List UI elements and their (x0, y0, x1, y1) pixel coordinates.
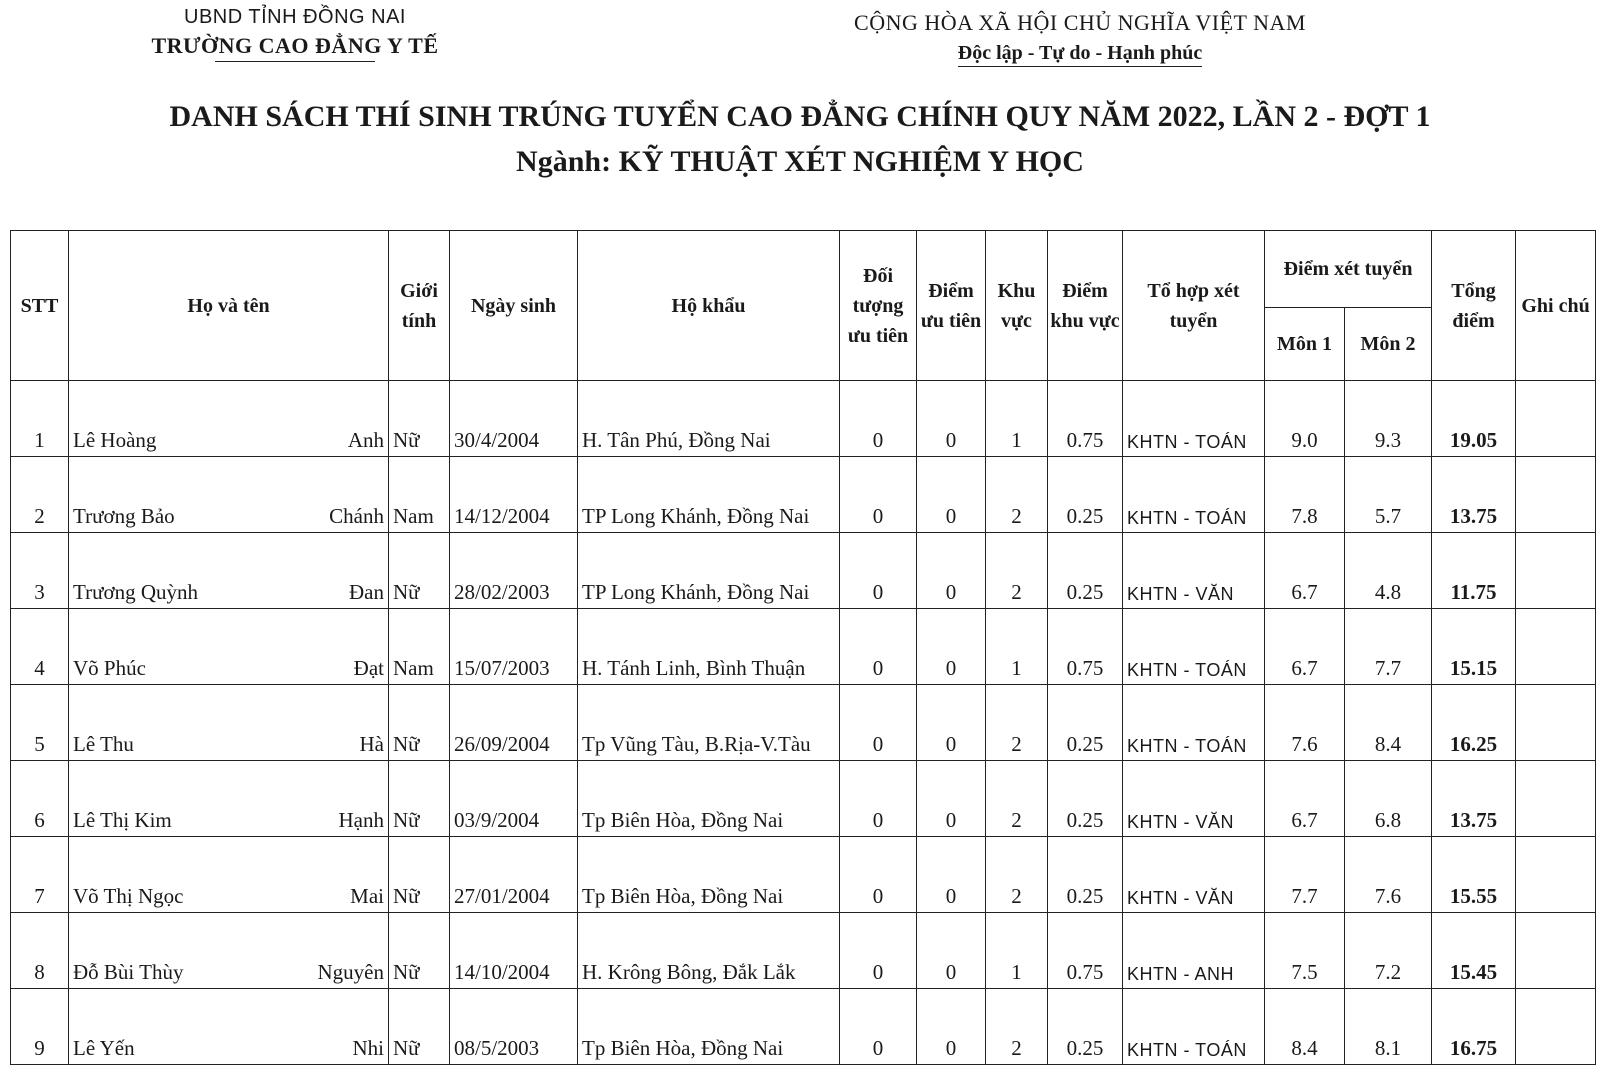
cell-stt: 9 (11, 989, 69, 1065)
cell-gender: Nam (389, 609, 450, 685)
cell-note (1516, 609, 1596, 685)
cell-subject2: 8.1 (1345, 989, 1432, 1065)
cell-stt: 3 (11, 533, 69, 609)
cell-gender: Nữ (389, 685, 450, 761)
cell-stt: 5 (11, 685, 69, 761)
cell-subject1: 7.8 (1265, 457, 1345, 533)
cell-region: 2 (986, 761, 1048, 837)
table-row (11, 989, 1596, 1065)
cell-combo: KHTN - VĂN (1123, 533, 1265, 609)
table-row (11, 381, 1596, 457)
cell-name (69, 533, 389, 609)
cell-hometown: TP Long Khánh, Đồng Nai (578, 533, 840, 609)
cell-given-name: Hạnh (338, 808, 384, 832)
cell-stt: 8 (11, 913, 69, 989)
cell-subject2: 7.7 (1345, 609, 1432, 685)
cell-gender: Nữ (389, 533, 450, 609)
cell-hometown: H. Tân Phú, Đồng Nai (578, 381, 840, 457)
col-header-region-score: Điểm khu vực (1048, 231, 1123, 381)
cell-subject2: 7.6 (1345, 837, 1432, 913)
cell-gender: Nam (389, 457, 450, 533)
cell-gender: Nữ (389, 913, 450, 989)
table-row (11, 609, 1596, 685)
cell-hometown: Tp Biên Hòa, Đồng Nai (578, 989, 840, 1065)
cell-subject2: 9.3 (1345, 381, 1432, 457)
national-motto-block (830, 10, 1330, 67)
cell-total: 16.75 (1432, 989, 1516, 1065)
cell-region: 2 (986, 533, 1048, 609)
cell-dob: 14/12/2004 (450, 457, 578, 533)
cell-priority-group: 0 (840, 381, 917, 457)
cell-priority-score: 0 (917, 609, 986, 685)
cell-given-name: Hà (359, 732, 384, 756)
cell-priority-group: 0 (840, 837, 917, 913)
col-header-admission-score: Điểm xét tuyển (1265, 231, 1432, 308)
cell-total: 15.15 (1432, 609, 1516, 685)
cell-name (69, 457, 389, 533)
cell-region: 2 (986, 685, 1048, 761)
cell-total: 11.75 (1432, 533, 1516, 609)
col-header-priority-group: Đối tượng ưu tiên (840, 231, 917, 381)
cell-surname: Võ Thị Ngọc (73, 884, 184, 908)
cell-dob: 27/01/2004 (450, 837, 578, 913)
issuer-block (130, 6, 460, 62)
table-row (11, 761, 1596, 837)
cell-dob: 15/07/2003 (450, 609, 578, 685)
cell-stt: 1 (11, 381, 69, 457)
cell-region-score: 0.25 (1048, 989, 1123, 1065)
cell-combo: KHTN - TOÁN (1123, 685, 1265, 761)
cell-priority-group: 0 (840, 533, 917, 609)
cell-subject1: 6.7 (1265, 761, 1345, 837)
cell-given-name: Anh (347, 428, 384, 452)
cell-priority-group: 0 (840, 913, 917, 989)
cell-region-score: 0.25 (1048, 761, 1123, 837)
cell-given-name: Nguyên (317, 960, 384, 984)
cell-surname: Trương Quỳnh (73, 580, 198, 604)
national-name: CỘNG HÒA XÃ HỘI CHỦ NGHĨA VIỆT NAM (854, 10, 1306, 35)
cell-name (69, 685, 389, 761)
cell-surname: Đỗ Bùi Thùy (73, 960, 184, 984)
cell-note (1516, 913, 1596, 989)
cell-note (1516, 761, 1596, 837)
cell-combo: KHTN - TOÁN (1123, 381, 1265, 457)
cell-subject2: 4.8 (1345, 533, 1432, 609)
cell-name (69, 989, 389, 1065)
col-header-total: Tổng điểm (1432, 231, 1516, 381)
cell-name (69, 761, 389, 837)
cell-priority-score: 0 (917, 913, 986, 989)
cell-subject1: 6.7 (1265, 609, 1345, 685)
cell-region-score: 0.25 (1048, 533, 1123, 609)
cell-priority-group: 0 (840, 457, 917, 533)
cell-priority-score: 0 (917, 685, 986, 761)
cell-region: 2 (986, 989, 1048, 1065)
cell-priority-score: 0 (917, 381, 986, 457)
cell-region: 1 (986, 913, 1048, 989)
cell-dob: 08/5/2003 (450, 989, 578, 1065)
cell-gender: Nữ (389, 381, 450, 457)
cell-priority-score: 0 (917, 533, 986, 609)
cell-note (1516, 837, 1596, 913)
admission-table (10, 230, 1596, 1065)
cell-combo: KHTN - TOÁN (1123, 989, 1265, 1065)
cell-name (69, 837, 389, 913)
cell-combo: KHTN - TOÁN (1123, 457, 1265, 533)
issuer-authority: UBND TỈNH ĐỒNG NAI (184, 6, 406, 28)
cell-dob: 28/02/2003 (450, 533, 578, 609)
col-header-hometown: Hộ khẩu (578, 231, 840, 381)
col-header-name: Họ và tên (69, 231, 389, 381)
cell-given-name: Đan (349, 580, 384, 604)
cell-region-score: 0.25 (1048, 685, 1123, 761)
cell-priority-score: 0 (917, 761, 986, 837)
cell-gender: Nữ (389, 761, 450, 837)
table-row (11, 457, 1596, 533)
cell-combo: KHTN - VĂN (1123, 761, 1265, 837)
cell-dob: 30/4/2004 (450, 381, 578, 457)
cell-total: 15.55 (1432, 837, 1516, 913)
cell-given-name: Chánh (329, 504, 384, 528)
cell-region: 1 (986, 381, 1048, 457)
cell-priority-score: 0 (917, 989, 986, 1065)
cell-hometown: TP Long Khánh, Đồng Nai (578, 457, 840, 533)
cell-subject2: 6.8 (1345, 761, 1432, 837)
cell-gender: Nữ (389, 837, 450, 913)
cell-stt: 4 (11, 609, 69, 685)
cell-surname: Lê Yến (73, 1036, 135, 1060)
table-row (11, 533, 1596, 609)
cell-priority-score: 0 (917, 457, 986, 533)
cell-name (69, 913, 389, 989)
cell-region-score: 0.25 (1048, 837, 1123, 913)
cell-region: 1 (986, 609, 1048, 685)
cell-subject2: 8.4 (1345, 685, 1432, 761)
cell-surname: Lê Thị Kim (73, 808, 172, 832)
cell-note (1516, 533, 1596, 609)
cell-total: 19.05 (1432, 381, 1516, 457)
cell-hometown: H. Tánh Linh, Bình Thuận (578, 609, 840, 685)
cell-region-score: 0.25 (1048, 457, 1123, 533)
table-row (11, 913, 1596, 989)
cell-given-name: Mai (350, 884, 384, 908)
cell-surname: Trương Bảo (73, 504, 175, 528)
cell-name (69, 609, 389, 685)
table-row (11, 685, 1596, 761)
table-header-row (11, 231, 1596, 308)
cell-note (1516, 989, 1596, 1065)
cell-region: 2 (986, 457, 1048, 533)
cell-priority-group: 0 (840, 685, 917, 761)
cell-total: 15.45 (1432, 913, 1516, 989)
document-subtitle: Ngành: KỸ THUẬT XÉT NGHIỆM Y HỌC (516, 145, 1084, 178)
cell-total: 13.75 (1432, 457, 1516, 533)
cell-priority-score: 0 (917, 837, 986, 913)
col-header-region: Khu vực (986, 231, 1048, 381)
cell-stt: 7 (11, 837, 69, 913)
cell-name (69, 381, 389, 457)
cell-note (1516, 381, 1596, 457)
cell-total: 16.25 (1432, 685, 1516, 761)
cell-subject2: 7.2 (1345, 913, 1432, 989)
cell-hometown: Tp Biên Hòa, Đồng Nai (578, 837, 840, 913)
cell-priority-group: 0 (840, 609, 917, 685)
table-row (11, 837, 1596, 913)
col-header-dob: Ngày sinh (450, 231, 578, 381)
cell-given-name: Nhi (352, 1036, 384, 1060)
cell-subject1: 9.0 (1265, 381, 1345, 457)
cell-note (1516, 457, 1596, 533)
col-header-subject1: Môn 1 (1265, 308, 1345, 381)
col-header-combo: Tổ hợp xét tuyển (1123, 231, 1265, 381)
cell-subject2: 5.7 (1345, 457, 1432, 533)
cell-priority-group: 0 (840, 761, 917, 837)
issuer-underline (215, 61, 375, 62)
cell-stt: 2 (11, 457, 69, 533)
cell-surname: Lê Hoàng (73, 428, 157, 452)
cell-subject1: 8.4 (1265, 989, 1345, 1065)
cell-region-score: 0.75 (1048, 609, 1123, 685)
cell-region-score: 0.75 (1048, 381, 1123, 457)
table-body (11, 381, 1596, 1065)
cell-region-score: 0.75 (1048, 913, 1123, 989)
cell-hometown: Tp Vũng Tàu, B.Rịa-V.Tàu (578, 685, 840, 761)
cell-hometown: H. Krông Bông, Đắk Lắk (578, 913, 840, 989)
col-header-priority-score: Điểm ưu tiên (917, 231, 986, 381)
cell-priority-group: 0 (840, 989, 917, 1065)
cell-combo: KHTN - ANH (1123, 913, 1265, 989)
cell-total: 13.75 (1432, 761, 1516, 837)
cell-subject1: 6.7 (1265, 533, 1345, 609)
cell-subject1: 7.7 (1265, 837, 1345, 913)
col-header-stt: STT (11, 231, 69, 381)
cell-note (1516, 685, 1596, 761)
cell-combo: KHTN - TOÁN (1123, 609, 1265, 685)
col-header-subject2: Môn 2 (1345, 308, 1432, 381)
cell-stt: 6 (11, 761, 69, 837)
cell-surname: Võ Phúc (73, 656, 146, 680)
document-title: DANH SÁCH THÍ SINH TRÚNG TUYỂN CAO ĐẲNG CHÍNH QUY NĂM 2022, LẦN 2 - ĐỢT 1 (169, 100, 1431, 133)
cell-gender: Nữ (389, 989, 450, 1065)
national-motto: Độc lập - Tự do - Hạnh phúc (958, 42, 1202, 67)
cell-surname: Lê Thu (73, 732, 134, 756)
col-header-note: Ghi chú (1516, 231, 1596, 381)
cell-dob: 26/09/2004 (450, 685, 578, 761)
cell-given-name: Đạt (353, 656, 384, 680)
cell-region: 2 (986, 837, 1048, 913)
cell-subject1: 7.5 (1265, 913, 1345, 989)
cell-combo: KHTN - VĂN (1123, 837, 1265, 913)
cell-subject1: 7.6 (1265, 685, 1345, 761)
cell-dob: 03/9/2004 (450, 761, 578, 837)
col-header-gender: Giới tính (389, 231, 450, 381)
cell-dob: 14/10/2004 (450, 913, 578, 989)
issuer-school: TRƯỜNG CAO ĐẲNG Y TẾ (151, 33, 439, 58)
cell-hometown: Tp Biên Hòa, Đồng Nai (578, 761, 840, 837)
